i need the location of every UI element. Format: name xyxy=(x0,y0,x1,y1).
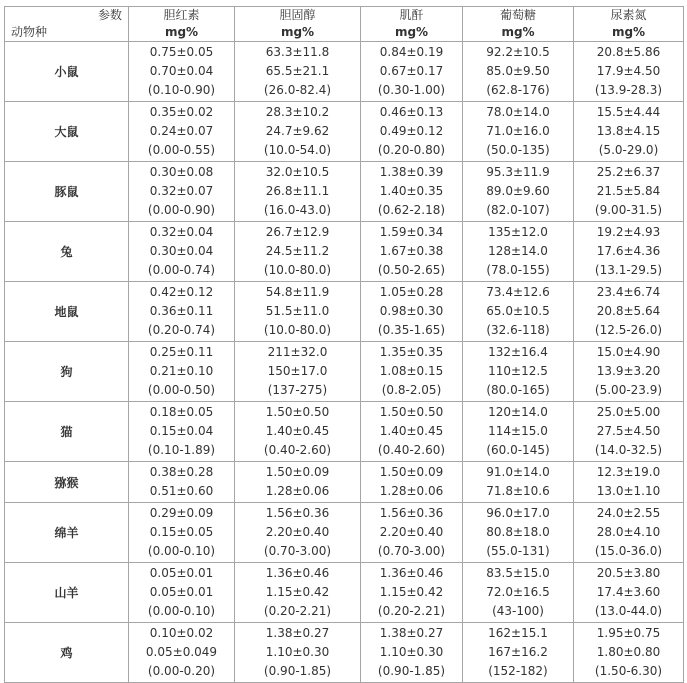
value-cell-urea-nitrogen xyxy=(574,282,684,342)
value-cell-cholesterol xyxy=(235,222,361,282)
value-line: 27.5±4.50 xyxy=(596,424,661,438)
value-line: (0.10-0.90) xyxy=(147,83,216,97)
value-line: 0.38±0.28 xyxy=(149,465,214,479)
value-line: (62.8-176) xyxy=(486,83,550,97)
value-line: (0.90-1.85) xyxy=(377,664,446,678)
value-line: 1.40±0.35 xyxy=(379,184,444,198)
value-line: (32.6-118) xyxy=(486,323,550,337)
species-cell: 地鼠 xyxy=(5,282,129,342)
value-line: 17.9±4.50 xyxy=(596,64,661,78)
column-header-creatinine: 肌酐 xyxy=(361,7,463,25)
value-cell-cholesterol xyxy=(235,402,361,462)
value-cell-glucose xyxy=(463,102,574,162)
species-cell: 猕猴 xyxy=(5,462,129,503)
value-cell-urea-nitrogen xyxy=(574,162,684,222)
value-line: (43-100) xyxy=(492,604,544,618)
blood-biochemistry-table xyxy=(4,6,684,683)
value-line: 0.42±0.12 xyxy=(149,285,214,299)
value-line: 80.8±18.0 xyxy=(486,525,550,539)
value-line: (16.0-43.0) xyxy=(263,203,332,217)
value-line: 95.3±11.9 xyxy=(486,165,550,179)
value-line: 0.30±0.04 xyxy=(149,244,214,258)
table-row xyxy=(5,282,684,342)
value-cell-urea-nitrogen xyxy=(574,462,684,503)
value-line: 0.67±0.17 xyxy=(379,64,444,78)
table-row xyxy=(5,563,684,623)
species-cell: 大鼠 xyxy=(5,102,129,162)
value-line: (0.00-0.74) xyxy=(147,263,216,277)
value-cell-creatinine xyxy=(361,282,463,342)
value-line: 0.15±0.05 xyxy=(149,525,214,539)
value-cell-creatinine xyxy=(361,102,463,162)
value-line: 65.5±21.1 xyxy=(265,64,330,78)
value-line: 1.28±0.06 xyxy=(265,484,330,498)
value-line: (0.20-2.21) xyxy=(377,604,446,618)
value-line: (0.8-2.05) xyxy=(381,383,442,397)
value-cell-bilirubin xyxy=(129,402,235,462)
value-line: 167±16.2 xyxy=(488,645,548,659)
value-line: 135±12.0 xyxy=(488,225,548,239)
value-line: 65.0±10.5 xyxy=(486,304,550,318)
value-line: 17.4±3.60 xyxy=(596,585,661,599)
value-cell-bilirubin xyxy=(129,42,235,102)
value-cell-glucose xyxy=(463,402,574,462)
value-line: 1.50±0.09 xyxy=(265,465,330,479)
value-line: 26.7±12.9 xyxy=(265,225,330,239)
value-line: 1.15±0.42 xyxy=(265,585,330,599)
value-line: 78.0±14.0 xyxy=(486,105,550,119)
value-line: 28.0±4.10 xyxy=(596,525,661,539)
value-line: (0.00-0.10) xyxy=(147,604,216,618)
value-line: 0.36±0.11 xyxy=(149,304,214,318)
column-unit-bilirubin: mg% xyxy=(129,24,235,42)
value-line: (5.0-29.0) xyxy=(598,143,659,157)
value-line: 20.8±5.64 xyxy=(596,304,661,318)
value-cell-cholesterol xyxy=(235,102,361,162)
value-line: 120±14.0 xyxy=(488,405,548,419)
header-row-units xyxy=(5,24,684,42)
value-line: (0.20-2.21) xyxy=(263,604,332,618)
value-line: 0.70±0.04 xyxy=(149,64,214,78)
species-cell: 鸡 xyxy=(5,623,129,683)
species-cell: 小鼠 xyxy=(5,42,129,102)
value-line: 24.0±2.55 xyxy=(596,506,661,520)
value-line: (13.1-29.5) xyxy=(594,263,663,277)
value-line: 1.56±0.36 xyxy=(265,506,330,520)
value-line: 0.15±0.04 xyxy=(149,424,214,438)
value-line: 19.2±4.93 xyxy=(596,225,661,239)
value-line: 2.20±0.40 xyxy=(379,525,444,539)
value-cell-urea-nitrogen xyxy=(574,42,684,102)
value-line: 72.0±16.5 xyxy=(486,585,550,599)
value-line: 0.21±0.10 xyxy=(149,364,214,378)
value-cell-glucose xyxy=(463,282,574,342)
value-line: 83.5±15.0 xyxy=(486,566,550,580)
value-line: 54.8±11.9 xyxy=(265,285,330,299)
value-cell-creatinine xyxy=(361,42,463,102)
value-cell-creatinine xyxy=(361,462,463,503)
species-cell: 狗 xyxy=(5,342,129,402)
value-cell-glucose xyxy=(463,623,574,683)
value-line: (50.0-135) xyxy=(486,143,550,157)
value-line: (0.50-2.65) xyxy=(377,263,446,277)
value-line: 89.0±9.60 xyxy=(486,184,550,198)
value-line: 25.2±6.37 xyxy=(596,165,661,179)
value-line: 1.36±0.46 xyxy=(265,566,330,580)
value-line: 211±32.0 xyxy=(267,345,328,359)
value-line: (0.70-3.00) xyxy=(263,544,332,558)
value-line: (9.00-31.5) xyxy=(594,203,663,217)
value-line: 15.5±4.44 xyxy=(596,105,661,119)
value-line: 0.24±0.07 xyxy=(149,124,214,138)
value-cell-bilirubin xyxy=(129,563,235,623)
species-cell: 绵羊 xyxy=(5,503,129,563)
value-line: 0.75±0.05 xyxy=(149,45,214,59)
value-line: (60.0-145) xyxy=(486,443,550,457)
value-line: 32.0±10.5 xyxy=(265,165,330,179)
value-line: 13.0±1.10 xyxy=(596,484,661,498)
value-cell-cholesterol xyxy=(235,623,361,683)
value-line: 1.38±0.27 xyxy=(379,626,444,640)
value-cell-cholesterol xyxy=(235,563,361,623)
value-line: (0.20-0.74) xyxy=(147,323,216,337)
value-line: (152-182) xyxy=(488,664,548,678)
corner-parameter-label: 参数 xyxy=(5,7,129,25)
value-cell-cholesterol xyxy=(235,42,361,102)
value-cell-bilirubin xyxy=(129,503,235,563)
value-cell-creatinine xyxy=(361,162,463,222)
value-cell-creatinine xyxy=(361,623,463,683)
value-line: 0.05±0.049 xyxy=(145,645,218,659)
value-line: 73.4±12.6 xyxy=(486,285,550,299)
value-cell-creatinine xyxy=(361,402,463,462)
value-line: (55.0-131) xyxy=(486,544,550,558)
value-line: (137-275) xyxy=(267,383,328,397)
value-line: (0.20-0.80) xyxy=(377,143,446,157)
column-unit-urea-nitrogen: mg% xyxy=(574,24,684,42)
value-line: (14.0-32.5) xyxy=(594,443,663,457)
value-line: (26.0-82.4) xyxy=(263,83,332,97)
value-line: 1.59±0.34 xyxy=(379,225,444,239)
value-cell-creatinine xyxy=(361,222,463,282)
value-cell-bilirubin xyxy=(129,462,235,503)
value-cell-bilirubin xyxy=(129,222,235,282)
column-unit-glucose: mg% xyxy=(463,24,574,42)
value-line: 96.0±17.0 xyxy=(486,506,550,520)
value-line: (82.0-107) xyxy=(486,203,550,217)
table-row xyxy=(5,42,684,102)
corner-species-label: 动物种 xyxy=(5,24,129,42)
value-line: 1.50±0.50 xyxy=(265,405,330,419)
value-line: 0.29±0.09 xyxy=(149,506,214,520)
value-cell-cholesterol xyxy=(235,503,361,563)
value-line: 0.10±0.02 xyxy=(149,626,214,640)
value-line: 0.49±0.12 xyxy=(379,124,444,138)
value-line: (10.0-80.0) xyxy=(263,263,332,277)
value-line: (0.00-0.55) xyxy=(147,143,216,157)
value-line: 13.8±4.15 xyxy=(596,124,661,138)
value-line: 128±14.0 xyxy=(488,244,548,258)
value-line: (0.00-0.90) xyxy=(147,203,216,217)
column-header-cholesterol: 胆固醇 xyxy=(235,7,361,25)
value-line: (1.50-6.30) xyxy=(594,664,663,678)
value-line: 0.98±0.30 xyxy=(379,304,444,318)
table-row xyxy=(5,102,684,162)
value-line: 1.67±0.38 xyxy=(379,244,444,258)
value-line: 1.10±0.30 xyxy=(265,645,330,659)
value-line: 51.5±11.0 xyxy=(265,304,330,318)
value-line: 25.0±5.00 xyxy=(596,405,661,419)
value-line: 24.7±9.62 xyxy=(265,124,330,138)
value-cell-glucose xyxy=(463,222,574,282)
value-line: 0.51±0.60 xyxy=(149,484,214,498)
value-line: 0.32±0.07 xyxy=(149,184,214,198)
reference-table-container xyxy=(4,6,683,683)
species-cell: 猫 xyxy=(5,402,129,462)
value-line: 71.8±10.6 xyxy=(486,484,550,498)
value-line: 0.35±0.02 xyxy=(149,105,214,119)
value-line: 17.6±4.36 xyxy=(596,244,661,258)
value-line: 2.20±0.40 xyxy=(265,525,330,539)
value-cell-glucose xyxy=(463,462,574,503)
species-cell: 豚鼠 xyxy=(5,162,129,222)
value-cell-urea-nitrogen xyxy=(574,402,684,462)
column-unit-cholesterol: mg% xyxy=(235,24,361,42)
value-cell-creatinine xyxy=(361,563,463,623)
value-line: 0.46±0.13 xyxy=(379,105,444,119)
column-header-urea-nitrogen: 尿素氮 xyxy=(574,7,684,25)
value-line: 1.36±0.46 xyxy=(379,566,444,580)
value-line: (0.40-2.60) xyxy=(377,443,446,457)
value-cell-glucose xyxy=(463,42,574,102)
table-row xyxy=(5,342,684,402)
value-line: 63.3±11.8 xyxy=(265,45,330,59)
value-line: (12.5-26.0) xyxy=(594,323,663,337)
value-line: (13.0-44.0) xyxy=(594,604,663,618)
table-row xyxy=(5,222,684,282)
value-line: 1.50±0.09 xyxy=(379,465,444,479)
value-line: (0.10-1.89) xyxy=(147,443,216,457)
value-line: 1.38±0.27 xyxy=(265,626,330,640)
species-cell: 兔 xyxy=(5,222,129,282)
value-line: 150±17.0 xyxy=(267,364,328,378)
value-line: 1.95±0.75 xyxy=(596,626,661,640)
value-line: (0.30-1.00) xyxy=(377,83,446,97)
value-line: 1.40±0.45 xyxy=(265,424,330,438)
header-row-names xyxy=(5,7,684,25)
value-cell-glucose xyxy=(463,162,574,222)
value-line: (0.00-0.50) xyxy=(147,383,216,397)
value-line: (0.00-0.20) xyxy=(147,664,216,678)
value-line: (78.0-155) xyxy=(486,263,550,277)
value-cell-creatinine xyxy=(361,342,463,402)
value-line: 1.80±0.80 xyxy=(596,645,661,659)
value-line: 71.0±16.0 xyxy=(486,124,550,138)
value-line: 0.05±0.01 xyxy=(149,566,214,580)
value-line: 0.30±0.08 xyxy=(149,165,214,179)
value-cell-cholesterol xyxy=(235,342,361,402)
value-line: 20.5±3.80 xyxy=(596,566,661,580)
value-line: 1.50±0.50 xyxy=(379,405,444,419)
table-row xyxy=(5,462,684,503)
value-cell-urea-nitrogen xyxy=(574,563,684,623)
species-cell: 山羊 xyxy=(5,563,129,623)
value-line: (15.0-36.0) xyxy=(594,544,663,558)
value-line: 110±12.5 xyxy=(488,364,548,378)
value-cell-cholesterol xyxy=(235,282,361,342)
value-line: (5.00-23.9) xyxy=(594,383,663,397)
value-cell-glucose xyxy=(463,503,574,563)
value-line: 1.40±0.45 xyxy=(379,424,444,438)
value-line: (13.9-28.3) xyxy=(594,83,663,97)
table-row xyxy=(5,162,684,222)
value-cell-glucose xyxy=(463,342,574,402)
value-line: 132±16.4 xyxy=(488,345,548,359)
value-line: 0.84±0.19 xyxy=(379,45,444,59)
value-line: 85.0±9.50 xyxy=(486,64,550,78)
value-line: 12.3±19.0 xyxy=(596,465,661,479)
value-cell-glucose xyxy=(463,563,574,623)
value-line: 1.28±0.06 xyxy=(379,484,444,498)
value-line: 1.38±0.39 xyxy=(379,165,444,179)
value-line: 0.32±0.04 xyxy=(149,225,214,239)
value-line: 1.35±0.35 xyxy=(379,345,444,359)
value-cell-cholesterol xyxy=(235,462,361,503)
value-line: 13.9±3.20 xyxy=(596,364,661,378)
value-cell-bilirubin xyxy=(129,623,235,683)
value-line: 1.05±0.28 xyxy=(379,285,444,299)
value-line: (0.00-0.10) xyxy=(147,544,216,558)
value-line: 28.3±10.2 xyxy=(265,105,330,119)
value-line: (0.40-2.60) xyxy=(263,443,332,457)
column-header-bilirubin: 胆红素 xyxy=(129,7,235,25)
value-cell-bilirubin xyxy=(129,102,235,162)
value-line: 1.15±0.42 xyxy=(379,585,444,599)
value-cell-creatinine xyxy=(361,503,463,563)
value-line: 0.05±0.01 xyxy=(149,585,214,599)
value-line: 162±15.1 xyxy=(488,626,548,640)
value-line: 92.2±10.5 xyxy=(486,45,550,59)
value-line: (0.35-1.65) xyxy=(377,323,446,337)
value-line: 24.5±11.2 xyxy=(265,244,330,258)
value-line: (0.90-1.85) xyxy=(263,664,332,678)
value-line: (80.0-165) xyxy=(486,383,550,397)
value-line: 15.0±4.90 xyxy=(596,345,661,359)
table-row xyxy=(5,402,684,462)
value-line: 1.56±0.36 xyxy=(379,506,444,520)
value-cell-urea-nitrogen xyxy=(574,503,684,563)
value-line: 26.8±11.1 xyxy=(265,184,330,198)
column-unit-creatinine: mg% xyxy=(361,24,463,42)
value-line: 23.4±6.74 xyxy=(596,285,661,299)
value-line: 0.25±0.11 xyxy=(149,345,214,359)
value-cell-bilirubin xyxy=(129,162,235,222)
value-line: 0.18±0.05 xyxy=(149,405,214,419)
value-cell-bilirubin xyxy=(129,342,235,402)
table-row xyxy=(5,623,684,683)
value-cell-urea-nitrogen xyxy=(574,342,684,402)
column-header-glucose: 葡萄糖 xyxy=(463,7,574,25)
value-cell-cholesterol xyxy=(235,162,361,222)
value-line: (0.62-2.18) xyxy=(377,203,446,217)
value-line: 20.8±5.86 xyxy=(596,45,661,59)
value-cell-urea-nitrogen xyxy=(574,222,684,282)
value-line: 114±15.0 xyxy=(488,424,548,438)
value-line: (10.0-80.0) xyxy=(263,323,332,337)
value-line: 21.5±5.84 xyxy=(596,184,661,198)
value-line: (0.70-3.00) xyxy=(377,544,446,558)
value-line: 1.08±0.15 xyxy=(379,364,444,378)
value-cell-bilirubin xyxy=(129,282,235,342)
value-cell-urea-nitrogen xyxy=(574,623,684,683)
value-cell-urea-nitrogen xyxy=(574,102,684,162)
value-line: 91.0±14.0 xyxy=(486,465,550,479)
table-row xyxy=(5,503,684,563)
value-line: (10.0-54.0) xyxy=(263,143,332,157)
value-line: 1.10±0.30 xyxy=(379,645,444,659)
